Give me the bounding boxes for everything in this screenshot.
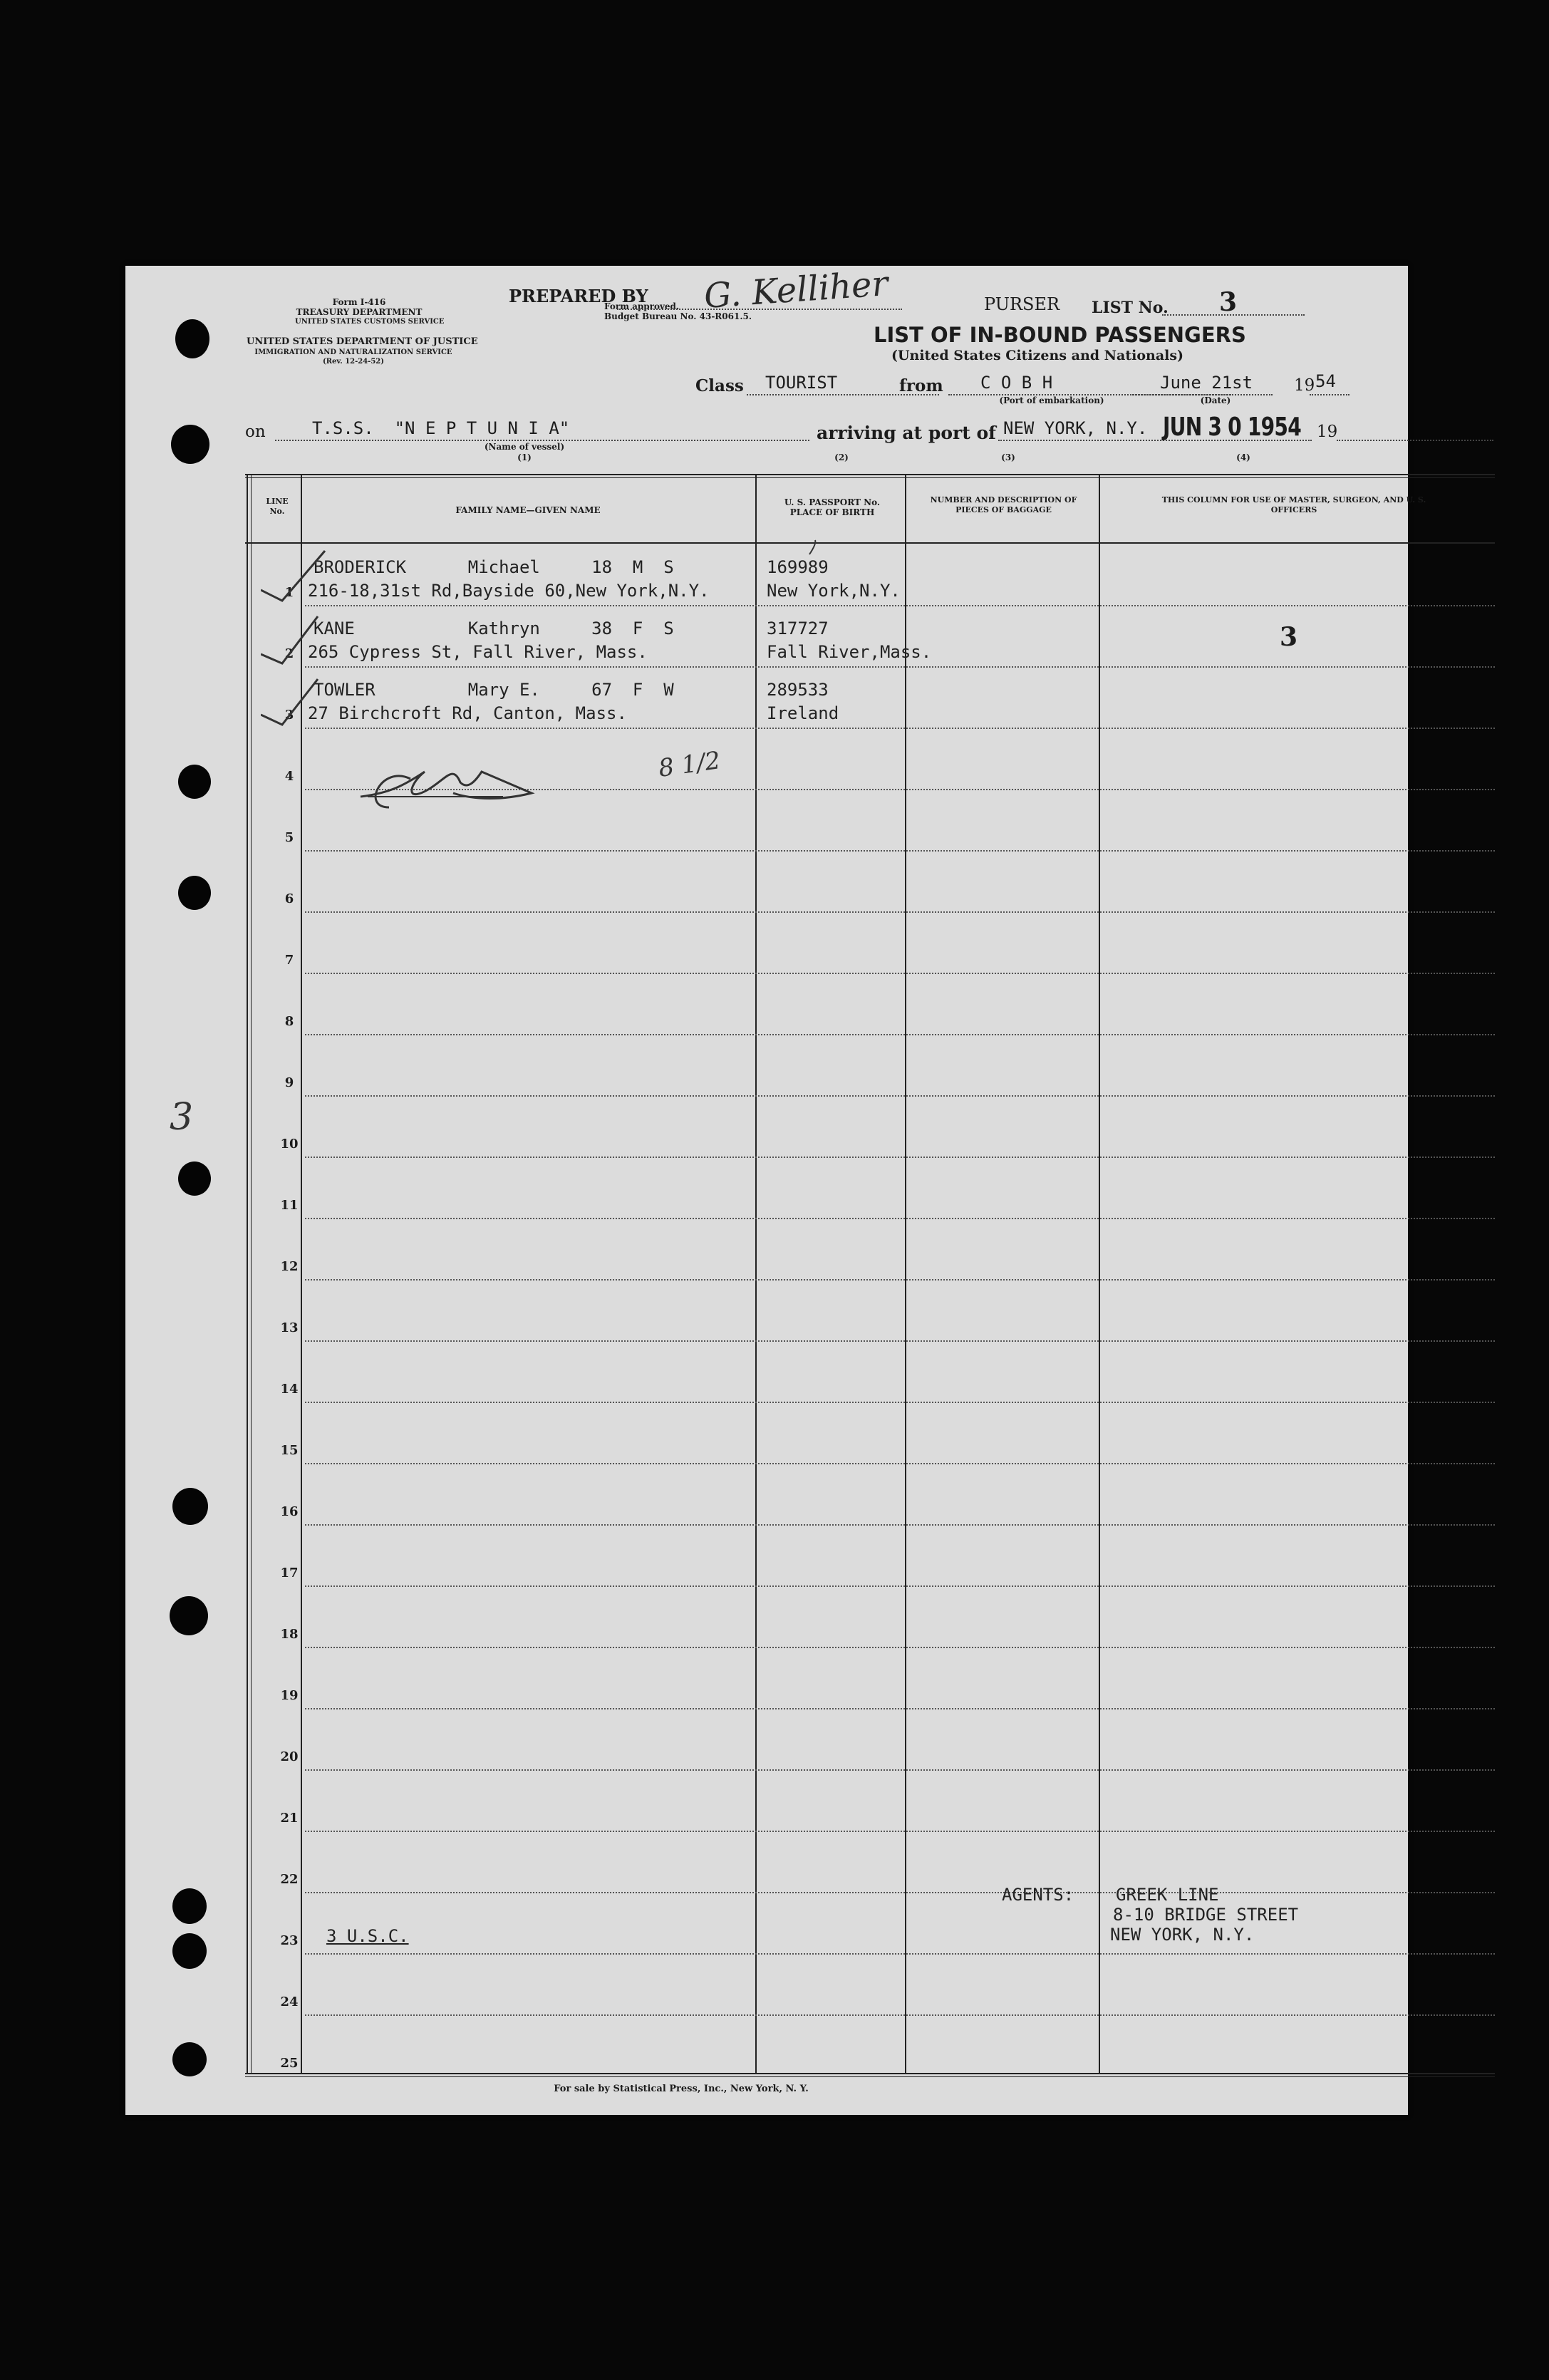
list-number: 3 — [1219, 287, 1238, 317]
line-number: 17 — [280, 1566, 299, 1580]
line-number: 11 — [280, 1198, 299, 1213]
punch-hole — [172, 1488, 208, 1525]
vessel-underline — [275, 440, 809, 441]
page-title: LIST OF IN-BOUND PASSENGERS — [874, 323, 1246, 347]
line-number: 24 — [280, 1994, 299, 2009]
prepared-by-signature: G. Kelliher — [703, 264, 890, 316]
from-value: C O B H — [980, 373, 1053, 393]
line-number: 13 — [280, 1320, 299, 1335]
prepared-by-label: PREPARED BY — [509, 286, 648, 306]
row-rule — [305, 1402, 1495, 1403]
year-suffix: 54 — [1315, 371, 1336, 391]
revision-date: (Rev. 12-24-52) — [323, 358, 384, 366]
line-number: 4 — [284, 769, 294, 784]
punch-hole — [172, 2042, 207, 2076]
table-bottom-rule — [245, 2073, 1495, 2074]
row-rule — [305, 1892, 1495, 1893]
row-rule — [305, 1953, 1495, 1955]
date-caption: (Date) — [1200, 395, 1231, 405]
row-rule — [305, 1831, 1495, 1832]
row-rule — [305, 1647, 1495, 1648]
line-number: 21 — [280, 1811, 299, 1826]
punch-hole — [178, 1161, 211, 1196]
place-of-birth: Ireland — [767, 703, 839, 723]
year-prefix: 19 — [1294, 376, 1315, 395]
list-no-label: LIST No. — [1092, 299, 1169, 317]
line-number: 25 — [280, 2056, 299, 2071]
row-rule — [305, 1708, 1495, 1709]
check-marks-drawing — [261, 537, 902, 822]
line-number: 3 — [284, 708, 294, 723]
customs-service: UNITED STATES CUSTOMS SERVICE — [295, 318, 445, 326]
place-of-birth: New York,N.Y. — [767, 581, 901, 601]
column-header-line-no: LINE No. — [266, 497, 289, 516]
immigration-service: IMMIGRATION AND NATURALIZATION SERVICE — [254, 348, 452, 356]
row-rule — [305, 973, 1495, 974]
passenger-name: KANE Kathryn 38 F S — [314, 619, 674, 638]
row-rule — [305, 1034, 1495, 1035]
column-header-passport: U. S. PASSPORT No. PLACE OF BIRTH — [784, 497, 881, 517]
arrival-year-underline — [1337, 440, 1493, 441]
caption-4: (4) — [1236, 452, 1250, 462]
form-approved: Form approved. — [604, 301, 680, 311]
punch-hole — [172, 1888, 207, 1924]
justice-department: UNITED STATES DEPARTMENT OF JUSTICE — [247, 336, 478, 347]
table-top-rule — [245, 474, 1495, 475]
table-top-rule-2 — [245, 477, 1495, 478]
column-rule-left — [247, 475, 248, 2074]
punch-hole — [175, 319, 209, 358]
line-number: 12 — [280, 1259, 299, 1274]
line-number: 20 — [280, 1749, 299, 1764]
line-number: 15 — [280, 1443, 299, 1458]
caption-2: (2) — [834, 452, 849, 462]
margin-note: 3 — [170, 1096, 194, 1139]
line-number: 8 — [284, 1014, 294, 1029]
line-number: 10 — [280, 1137, 299, 1152]
manifest-page — [125, 264, 1426, 2115]
column-rule-left-2 — [251, 475, 252, 2074]
arriving-port: NEW YORK, N.Y. — [1003, 418, 1148, 438]
from-label: from — [899, 376, 943, 395]
arrival-year-prefix: 19 — [1317, 423, 1338, 441]
passport-number: 317727 — [767, 619, 829, 638]
arrival-date-stamp: JUN 3 0 1954 — [1163, 413, 1301, 442]
column-header-name: FAMILY NAME—GIVEN NAME — [455, 505, 601, 515]
treasury-department: TREASURY DEPARTMENT — [296, 307, 423, 317]
line-number: 19 — [280, 1688, 299, 1703]
officer-mark: 3 — [1280, 622, 1298, 652]
line-number: 14 — [280, 1382, 299, 1397]
line-number: 7 — [284, 953, 294, 968]
arriving-label: arriving at port of — [817, 423, 996, 443]
passenger-address: 216-18,31st Rd,Bayside 60,New York,N.Y. — [308, 581, 710, 601]
passenger-address: 265 Cypress St, Fall River, Mass. — [308, 642, 648, 662]
row-rule — [305, 1524, 1495, 1526]
passport-number: 169989 — [767, 557, 829, 577]
row-rule — [305, 850, 1495, 852]
vessel-caption: (Name of vessel) — [484, 442, 565, 452]
table-bottom-rule-2 — [245, 2076, 1495, 2077]
punch-hole — [171, 425, 209, 464]
row-rule — [305, 1340, 1495, 1342]
line-number: 5 — [284, 830, 294, 845]
row-rule — [305, 2014, 1495, 2016]
passenger-name: TOWLER Mary E. 67 F W — [314, 680, 674, 700]
punch-hole — [178, 765, 211, 799]
line-number: 22 — [280, 1872, 299, 1887]
footer-printer: For sale by Statistical Press, Inc., New York, N. Y. — [554, 2084, 809, 2094]
agent-line: NEW YORK, N.Y. — [1110, 1925, 1255, 1945]
caption-3: (3) — [1001, 452, 1015, 462]
row-rule — [305, 1279, 1495, 1280]
punch-hole — [170, 1596, 208, 1635]
line-number: 23 — [280, 1933, 299, 1948]
column-header-baggage: NUMBER AND DESCRIPTION OF PIECES OF BAGGAGE — [930, 495, 1077, 514]
page-subtitle: (United States Citizens and Nationals) — [891, 348, 1184, 363]
line-number: 9 — [284, 1075, 294, 1090]
column-rule-baggage — [1099, 475, 1100, 2074]
class-label: Class — [695, 376, 744, 395]
row-rule — [305, 1218, 1495, 1219]
punch-hole — [172, 1933, 207, 1969]
row-rule — [305, 1095, 1495, 1097]
usc-note: 3 U.S.C. — [326, 1926, 409, 1946]
row4-annotation: 8 1/2 — [656, 746, 722, 783]
vessel-caption-number: (1) — [517, 452, 532, 462]
port-caption: (Port of embarkation) — [999, 395, 1104, 405]
punch-hole — [178, 876, 211, 910]
line-number: 1 — [284, 585, 294, 600]
row-rule — [305, 1585, 1495, 1587]
column-rule-passport — [905, 475, 906, 2074]
row-rule — [305, 911, 1495, 913]
line-number: 16 — [280, 1504, 299, 1519]
passport-number: 289533 — [767, 680, 829, 700]
year-underline — [1310, 394, 1349, 395]
row-rule — [305, 1157, 1495, 1158]
budget-bureau: Budget Bureau No. 43-R061.5. — [604, 311, 752, 321]
place-of-birth: Fall River,Mass. — [767, 642, 932, 662]
agent-line: GREEK LINE — [1116, 1885, 1219, 1905]
form-number: Form I-416 — [332, 297, 386, 307]
line-number: 6 — [284, 891, 294, 906]
date-value: June 21st — [1160, 373, 1253, 393]
passenger-address: 27 Birchcroft Rd, Canton, Mass. — [308, 703, 627, 723]
vessel-name: T.S.S. "N E P T U N I A" — [312, 418, 570, 438]
purser-label: PURSER — [984, 294, 1060, 314]
line-number: 2 — [284, 646, 294, 661]
passenger-name: BRODERICK Michael 18 M S — [314, 557, 674, 577]
agent-line: 8-10 BRIDGE STREET — [1113, 1905, 1299, 1925]
row-rule — [305, 1769, 1495, 1771]
class-value: TOURIST — [765, 373, 838, 393]
row-rule — [305, 1463, 1495, 1464]
line-number: 18 — [280, 1627, 299, 1642]
on-label: on — [245, 423, 266, 441]
agents-label: AGENTS: — [1002, 1885, 1074, 1905]
column-header-officers: THIS COLUMN FOR USE OF MASTER, SURGEON, AND U. S. OFFICERS — [1161, 495, 1426, 514]
